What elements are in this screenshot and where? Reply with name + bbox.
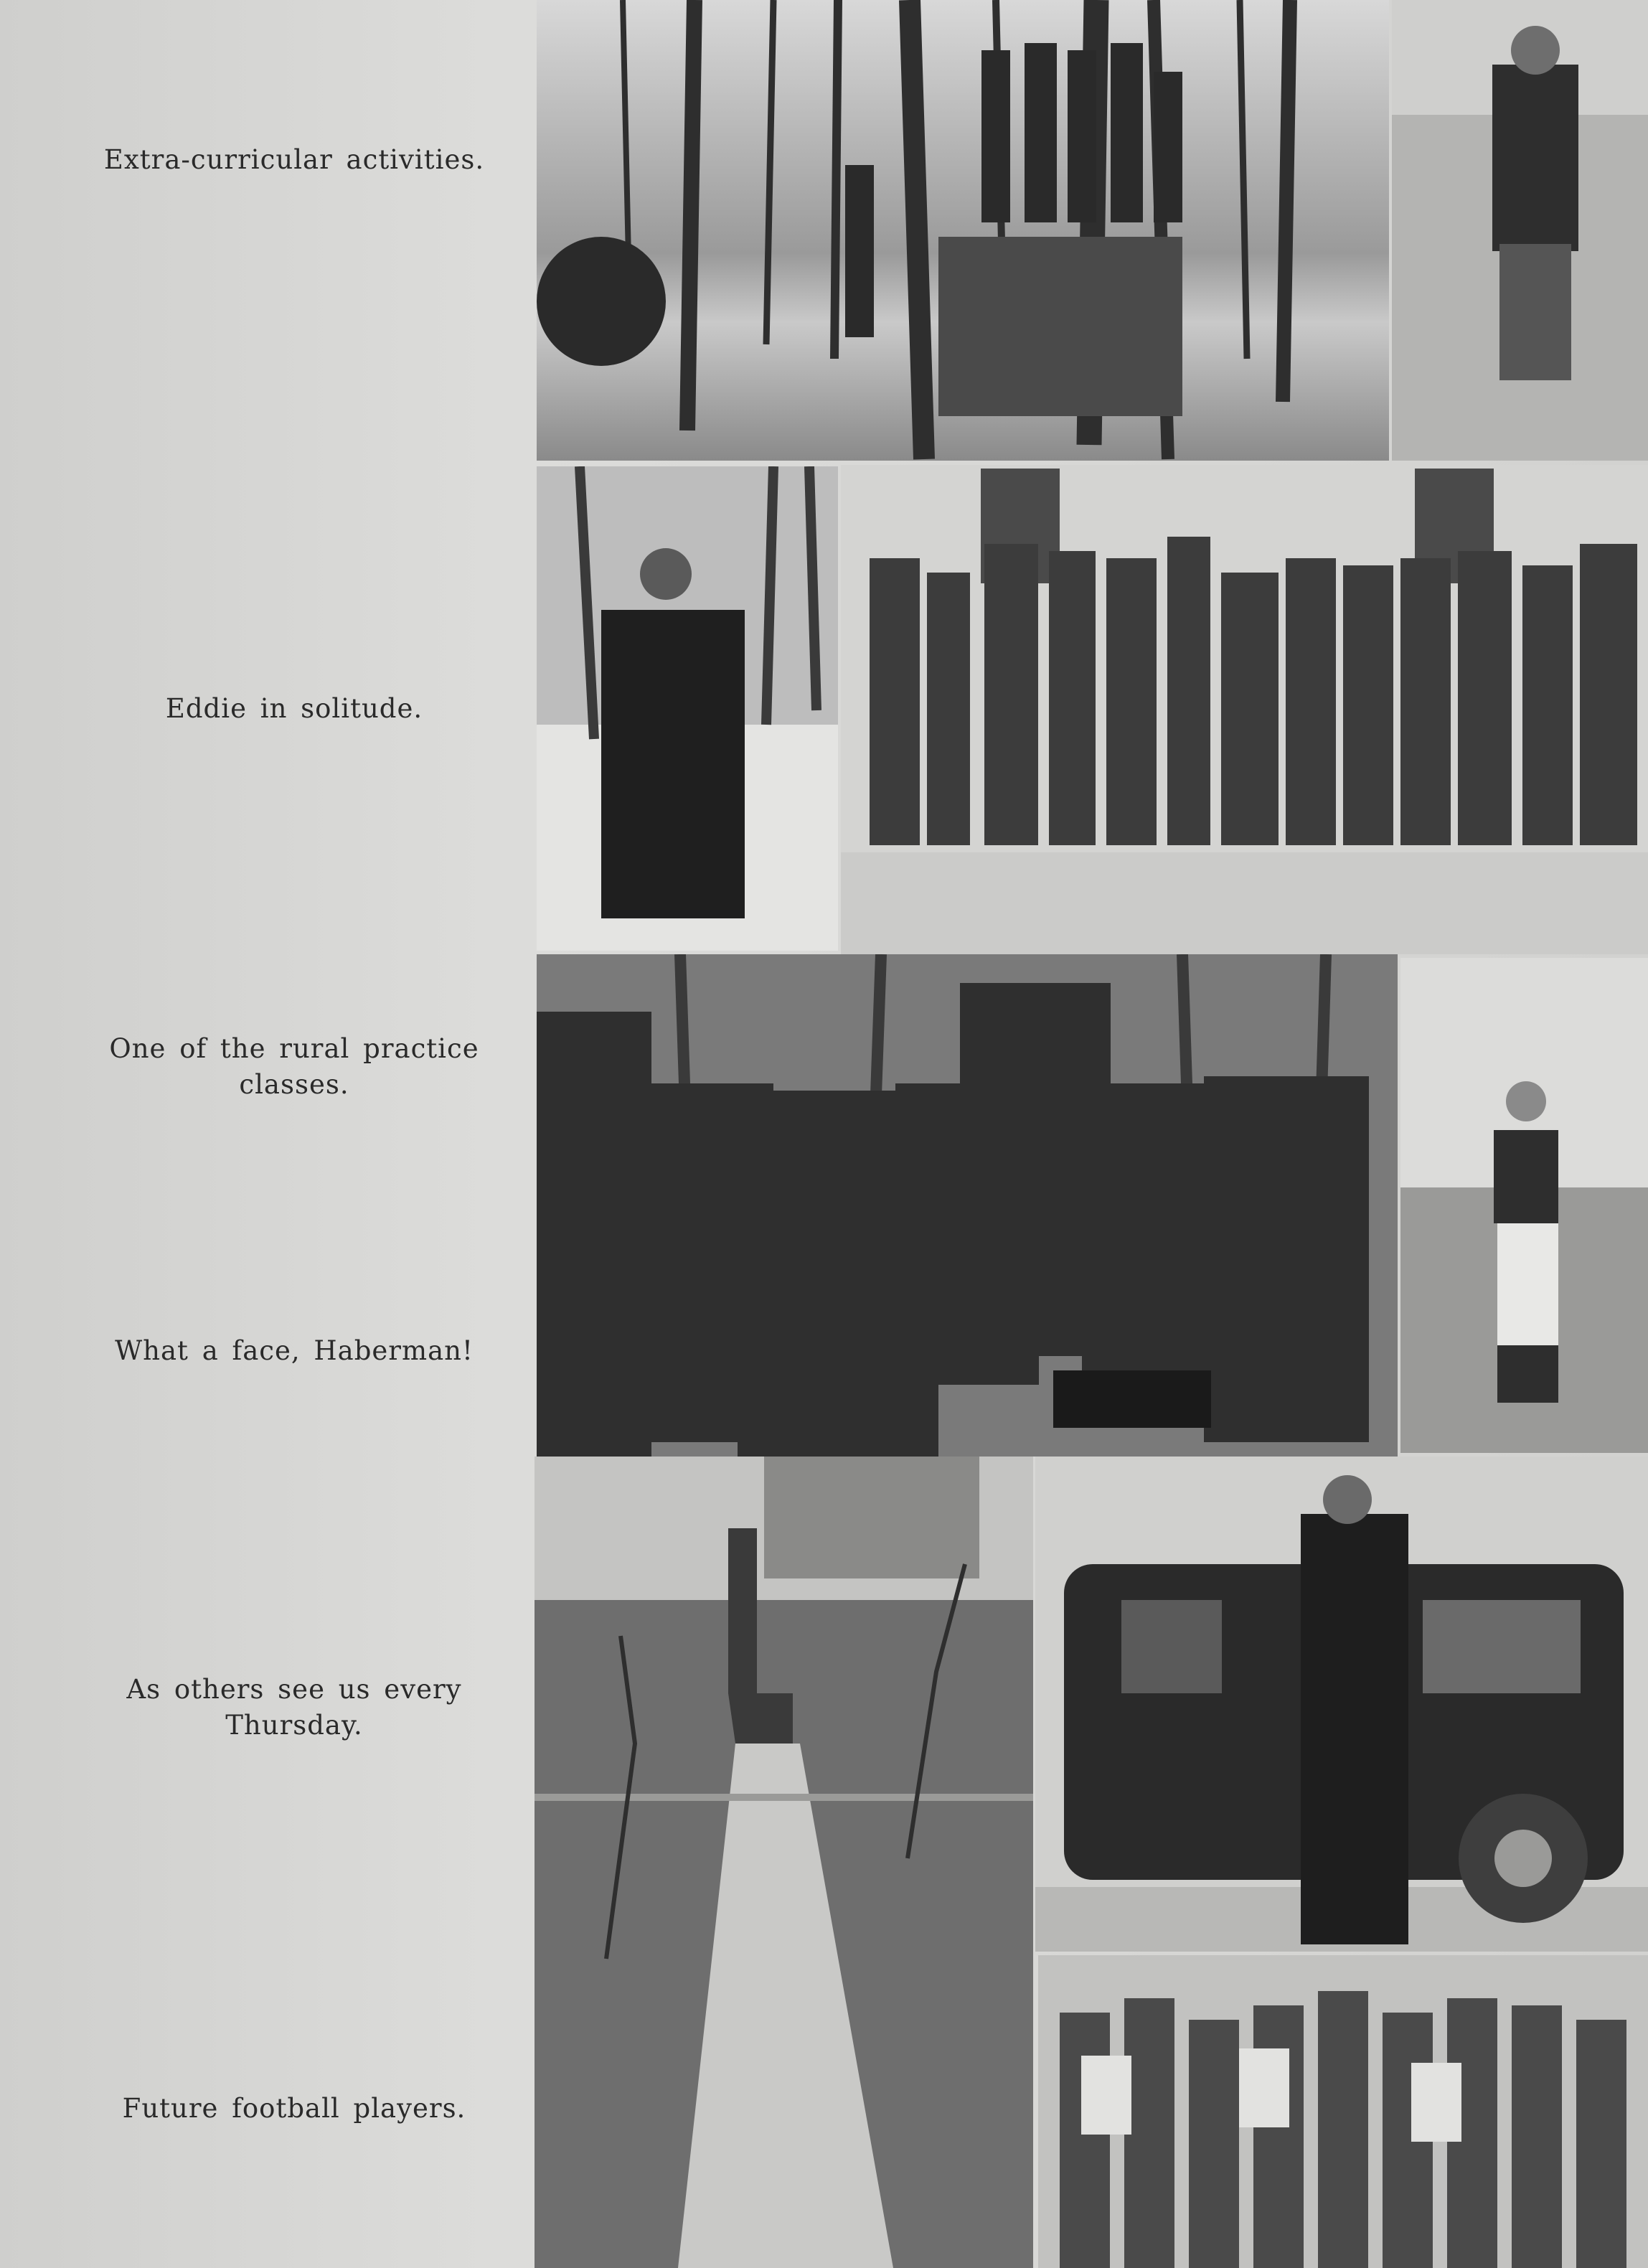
photo-boys-group: [1038, 1955, 1648, 2268]
caption-football: Future football players.: [122, 2093, 466, 2124]
caption-extra-curricular: Extra-curricular activities.: [103, 144, 485, 175]
photo-car: [1035, 1457, 1648, 1952]
photo-baseball-player: [1400, 958, 1648, 1453]
caption-eddie: Eddie in solitude.: [165, 693, 423, 724]
photo-eddie: [537, 466, 838, 951]
photo-rural-class: [537, 954, 1398, 1457]
photo-woodpile: [537, 0, 1389, 461]
caption-thursday: As others see us every Thursday.: [126, 1674, 462, 1741]
photo-schoolyard-group: [841, 465, 1648, 954]
photo-campus-aerial: [535, 1457, 1033, 2268]
caption-haberman: What a face, Haberman!: [115, 1335, 474, 1366]
caption-rural-practice: One of the rural practice classes.: [109, 1033, 479, 1100]
photo-man-field: [1392, 0, 1648, 461]
